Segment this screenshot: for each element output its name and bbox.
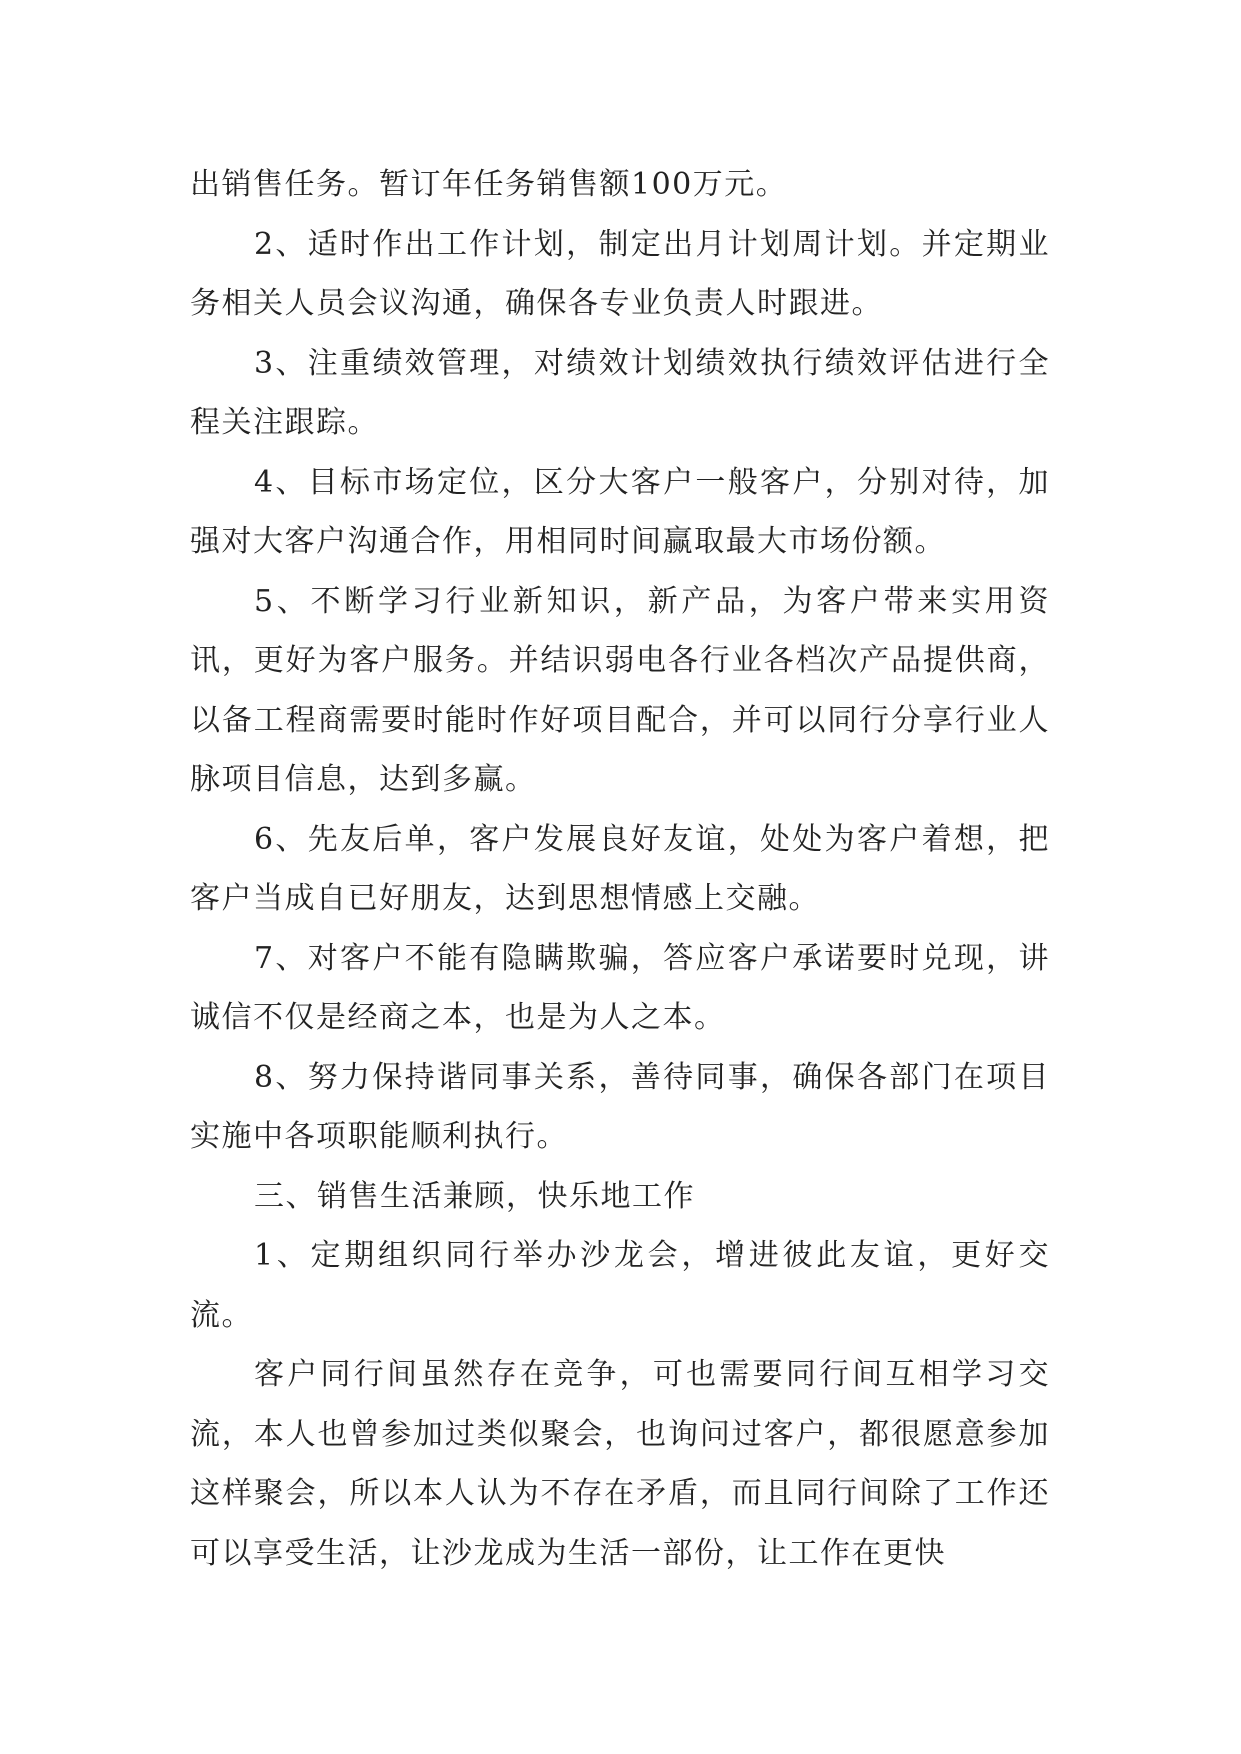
paragraph-sales-target: 出销售任务。暂订年任务销售额100万元。 (190, 167, 788, 202)
body-text (190, 155, 1050, 1583)
paragraph-item-2: 2、适时作出工作计划，制定出月计划周计划。并定期业务相关人员会议沟通，确保各专业负责人时跟进。 (190, 226, 1050, 321)
paragraph-item-8: 8、努力保持谐同事关系，善待同事，确保各部门在项目实施中各项职能顺利执行。 (190, 1059, 1050, 1154)
paragraph-item-6: 6、先友后单，客户发展良好友谊，处处为客户着想，把客户当成自已好朋友，达到思想情感上交融。 (190, 821, 1050, 916)
paragraph-item-7: 7、对客户不能有隐瞒欺骗，答应客户承诺要时兑现，讲诚信不仅是经商之本，也是为人之本。 (190, 940, 1050, 1035)
paragraph-salon-explanation: 客户同行间虽然存在竞争，可也需要同行间互相学习交流，本人也曾参加过类似聚会，也询问过客户，都很愿意参加这样聚会，所以本人认为不存在矛盾，而且同行间除了工作还可以享受生活，让沙龙成为生活一部份，让工作在更快 (190, 1357, 1050, 1571)
paragraph-item-3: 3、注重绩效管理，对绩效计划绩效执行绩效评估进行全程关注跟踪。 (190, 345, 1050, 440)
paragraph-section3-item-1: 1、定期组织同行举办沙龙会，增进彼此友谊，更好交流。 (190, 1238, 1050, 1333)
section-heading-3: 三、销售生活兼顾，快乐地工作 (254, 1178, 695, 1214)
paragraph-item-4: 4、目标市场定位，区分大客户一般客户，分别对待，加强对大客户沟通合作，用相同时间赢取最大市场份额。 (190, 464, 1050, 559)
paragraph-item-5: 5、不断学习行业新知识，新产品，为客户带来实用资讯，更好为客户服务。并结识弱电各行业各档次产品提供商，以备工程商需要时能时作好项目配合，并可以同行分享行业人脉项目信息，达到多赢。 (190, 583, 1050, 797)
